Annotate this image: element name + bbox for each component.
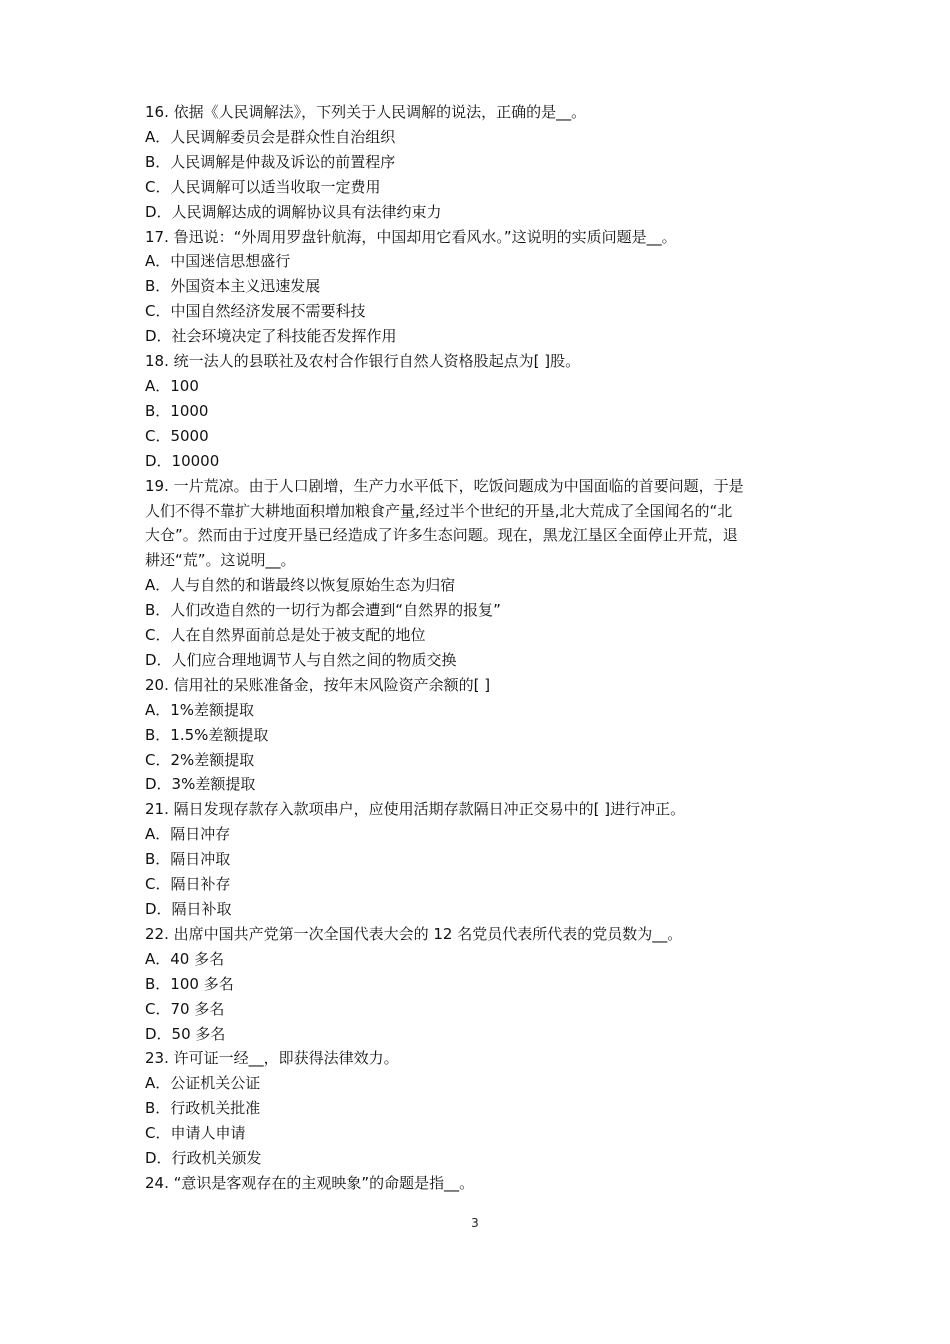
question-block — [145, 100, 820, 225]
question-block — [145, 349, 820, 474]
answer-option: D．社会环境决定了科技能否发挥作用 — [145, 327, 397, 346]
answer-option: A．1%差额提取 — [145, 700, 255, 719]
answer-option: D．3%差额提取 — [145, 775, 256, 794]
question-stem: 18. 统一法人的县联社及农村合作银行自然人资格股起点为[ ]股。 — [145, 352, 581, 371]
question-stem: 22. 出席中国共产党第一次全国代表大会的 12 名党员代表所代表的党员数为__。 — [145, 924, 683, 943]
answer-option: B．外国资本主义迅速发展 — [145, 277, 321, 296]
question-block — [145, 673, 820, 798]
answer-option: B．1.5%差额提取 — [145, 725, 269, 744]
question-block — [145, 922, 820, 1047]
answer-option: C．70 多名 — [145, 999, 225, 1018]
answer-option: B．行政机关批准 — [145, 1099, 261, 1118]
answer-option: C．中国自然经济发展不需要科技 — [145, 302, 366, 321]
answer-option: A．100 — [145, 376, 199, 395]
answer-option: C．申请人申请 — [145, 1124, 246, 1143]
question-stem-line: 耕还“荒”。这说明__。 — [145, 551, 296, 570]
question-block — [145, 1171, 820, 1196]
answer-option: D．人们应合理地调节人与自然之间的物质交换 — [145, 650, 457, 669]
question-stem: 23. 许可证一经__，即获得法律效力。 — [145, 1049, 399, 1068]
answer-option: D．人民调解达成的调解协议具有法律约束力 — [145, 202, 442, 221]
answer-option: B．人们改造自然的一切行为都会遭到“自然界的报复” — [145, 601, 501, 620]
answer-option: C．5000 — [145, 426, 209, 445]
answer-option: D．50 多名 — [145, 1024, 226, 1043]
question-block — [145, 474, 820, 673]
answer-option: D．10000 — [145, 451, 220, 470]
question-list — [145, 100, 820, 1196]
question-stem-line: 大仓”。然而由于过度开垦已经造成了许多生态问题。现在，黑龙江垦区全面停止开荒，退 — [145, 526, 738, 545]
answer-option: C．2%差额提取 — [145, 750, 255, 769]
answer-option: A．人与自然的和谐最终以恢复原始生态为归宿 — [145, 576, 456, 595]
answer-option: B．人民调解是仲裁及诉讼的前置程序 — [145, 152, 396, 171]
answer-option: A．公证机关公证 — [145, 1074, 261, 1093]
answer-option: C．人民调解可以适当收取一定费用 — [145, 177, 381, 196]
answer-option: A．隔日冲存 — [145, 825, 231, 844]
question-stem: 20. 信用社的呆账准备金，按年末风险资产余额的[ ] — [145, 675, 491, 694]
answer-option: C．隔日补存 — [145, 875, 231, 894]
answer-option: D．隔日补取 — [145, 900, 232, 918]
answer-option: A．人民调解委员会是群众性自治组织 — [145, 127, 396, 146]
answer-option: B．隔日冲取 — [145, 850, 231, 869]
answer-option: A．40 多名 — [145, 949, 225, 968]
question-stem-line: 人们不得不靠扩大耕地面积增加粮食产量,经过半个世纪的开垦,北大荒成了全国闻名的“北 — [145, 501, 733, 520]
question-stem-line: 19. 一片荒凉。由于人口剧增，生产力水平低下，吃饭问题成为中国面临的首要问题，于是 — [145, 476, 744, 495]
answer-option: B．1000 — [145, 401, 209, 420]
question-stem: 17. 鲁迅说：“外周用罗盘针航海，中国却用它看风水。”这说明的实质问题是__。 — [145, 227, 677, 246]
answer-option: B．100 多名 — [145, 974, 234, 993]
question-stem: 21. 隔日发现存款存入款项串户，应使用活期存款隔日冲正交易中的[ ]进行冲正。 — [145, 800, 686, 819]
answer-option: C．人在自然界面前总是处于被支配的地位 — [145, 626, 426, 645]
answer-option: A．中国迷信思想盛行 — [145, 252, 291, 271]
answer-option: D．行政机关颁发 — [145, 1149, 262, 1168]
question-stem: 16. 依据《人民调解法》，下列关于人民调解的说法，正确的是__。 — [145, 103, 587, 121]
question-block — [145, 1046, 820, 1171]
page-number: 3 — [471, 1216, 479, 1230]
question-stem: 24. “意识是客观存在的主观映象”的命题是指__。 — [145, 1173, 475, 1192]
question-block — [145, 225, 820, 350]
question-block — [145, 797, 820, 922]
